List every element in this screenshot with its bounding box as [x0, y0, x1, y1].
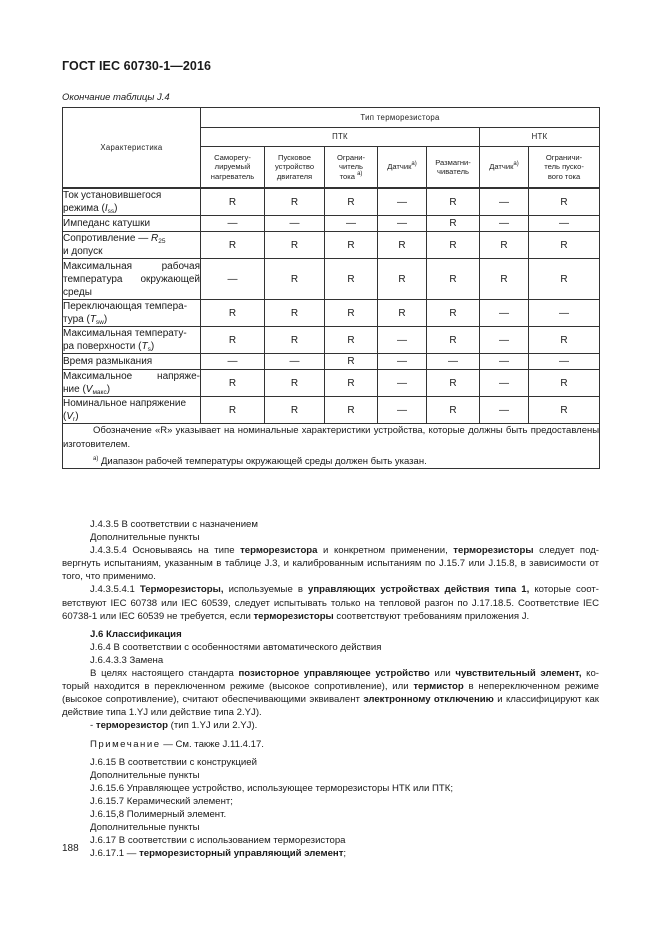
table-row	[63, 354, 600, 370]
table-cell: —	[480, 300, 529, 327]
table-cell: R	[480, 232, 529, 259]
clause-j-6-4-3-3: J.6.4.3.3 Замена	[90, 654, 164, 666]
table-cell: R	[201, 327, 265, 354]
table-cell: R	[325, 188, 378, 216]
table-cell: —	[378, 370, 427, 397]
table-cell: R	[325, 327, 378, 354]
document-header: ГОСТ IEC 60730-1—2016	[62, 59, 212, 73]
additional-items-label: Дополнительные пункты	[90, 769, 200, 781]
thermistor-table	[62, 107, 600, 469]
clause-j-6-15-8: J.6.15,8 Полимерный элемент.	[90, 808, 227, 820]
table-row	[63, 216, 600, 232]
table-row	[63, 232, 600, 259]
table-cell: R	[529, 327, 600, 354]
table-cell: —	[378, 216, 427, 232]
note: Примечание — См. также J.11.4.17.	[90, 738, 264, 750]
table-cell: R	[265, 370, 325, 397]
table-cell: —	[378, 188, 427, 216]
table-cell: R	[265, 232, 325, 259]
table-cell: R	[378, 259, 427, 300]
table-cell: R	[201, 188, 265, 216]
table-cell: R	[201, 370, 265, 397]
table-cell: —	[427, 354, 480, 370]
column-header-self-regulating-heater: Саморегу- лируемый нагреватель	[201, 147, 265, 189]
table-row	[63, 370, 600, 397]
row-label: Переключающая темпера- тура $(T_{sw})$	[63, 300, 201, 327]
additional-items-label: Дополнительные пункты	[90, 532, 200, 544]
clause-j-6-15: J.6.15 В соответствии с конструкцией	[90, 756, 257, 768]
table-cell: R	[325, 397, 378, 424]
table-cell: R	[378, 232, 427, 259]
column-header-thermistor-type: Тип терморезистора	[201, 108, 600, 128]
clause-j-4-3-5-4: J.4.3.5.4 Основываясь на типе терморезистора и конкретном применении, терморезисторы следует подвергнуть испытаниям, указанным в таблице J.3, и калиброванным испытаниям по J.15.7 или J.15.8, в зависимости от того, что применимо.	[62, 545, 599, 583]
column-header-motor-starter: Пусковое устройство двигателя	[265, 147, 325, 189]
table-cell: R	[427, 370, 480, 397]
column-header-ptk: ПТК	[201, 128, 480, 147]
clause-j-4-3-5-4-1: J.4.3.5.4.1 Терморезисторы, используемые в управляющих устройствах действия типа 1, которые соответствуют IEC 60738 или IEC 60539, следует испытывать только на тепловой разгон по J.17.18.5. Соответствие IEC 60738-1 или IEC 60539 не требуется, если терморезисторы соответствуют требованиям приложения J.	[62, 584, 599, 622]
table-cell: R	[427, 327, 480, 354]
column-header-current-limiter: Ограни- читель тока $^{a)}$	[325, 147, 378, 189]
table-cell: R	[201, 300, 265, 327]
table-cell: —	[480, 354, 529, 370]
table-row	[63, 397, 600, 424]
table-cell: —	[529, 216, 600, 232]
table-cell: R	[427, 300, 480, 327]
clause-j-6-15-7: J.6.15.7 Керамический элемент;	[90, 795, 233, 807]
table-cell: R	[529, 397, 600, 424]
table-cell: R	[325, 232, 378, 259]
column-header-characteristic: Характеристика	[63, 108, 201, 189]
page-number: 188	[62, 843, 79, 854]
table-cell: R	[265, 327, 325, 354]
table-cell: —	[378, 354, 427, 370]
table-cell: R	[427, 188, 480, 216]
table-cell: —	[480, 216, 529, 232]
additional-items-label: Дополнительные пункты	[90, 822, 200, 834]
table-cell: —	[378, 327, 427, 354]
table-cell: —	[480, 397, 529, 424]
row-label: Максимальная температу- ра поверхности $(T_s)$	[63, 327, 201, 354]
clause-j-6-15-6: J.6.15.6 Управляющее устройство, использующее терморезисторы НТК или ПТК;	[90, 782, 454, 794]
table-cell: R	[265, 397, 325, 424]
table-row	[63, 188, 600, 216]
table-cell: —	[265, 216, 325, 232]
row-label: Импеданс катушки	[63, 216, 201, 232]
row-label: Сопротивление — $R_{25}$ и допуск	[63, 232, 201, 259]
table-cell: R	[325, 300, 378, 327]
row-label: Максимальная рабочая температура окружающей среды	[63, 260, 200, 298]
section-heading-j-6: J.6 Классификация	[90, 628, 182, 640]
list-item-thermistor: - терморезистор (тип 1.YJ или 2.YJ).	[90, 720, 258, 732]
clause-j-6-4: J.6.4 В соответствии с особенностями автоматического действия	[90, 641, 382, 653]
table-cell: R	[265, 188, 325, 216]
clause-j-6-17: J.6.17 В соответствии с использованием терморезистора	[90, 835, 346, 847]
table-cell: —	[265, 354, 325, 370]
table-cell: —	[480, 370, 529, 397]
table-cell: R	[265, 300, 325, 327]
table-cell: R	[427, 232, 480, 259]
clause-j-6-4-3-3-text: В целях настоящего стандарта позисторное управляющее устройство или чувствительный элемент, который находится в переключенном режиме (высокое сопротивление), или термистор в непереключенном режиме (высокое сопротивление), считают обеспечивающими эквивалент электронному отключению и классифицируют как действие типа 1.YJ или действие типа 2.YJ).	[62, 668, 599, 719]
table-cell: R	[529, 370, 600, 397]
table-notes-row	[63, 424, 600, 469]
clause-j-4-3-5: J.4.3.5 В соответствии с назначением	[90, 519, 258, 530]
table-cell: R	[529, 188, 600, 216]
column-header-degausser: Размагни- чиватель	[427, 147, 480, 189]
table-cell: R	[480, 259, 529, 300]
table-cell: R	[201, 232, 265, 259]
table-row	[63, 327, 600, 354]
column-header-ntk: НТК	[480, 128, 600, 147]
table-cell: R	[427, 259, 480, 300]
table-footnote-a: $^{a)}$ Диапазон рабочей температуры окружающей среды должен быть указан.	[93, 455, 427, 467]
table-cell: R	[325, 354, 378, 370]
table-cell: R	[529, 232, 600, 259]
table-cell: —	[201, 216, 265, 232]
table-cell: —	[378, 397, 427, 424]
row-label: Ток установившегося режима $(I_{ss})$	[63, 188, 201, 216]
table-cell: —	[201, 259, 265, 300]
column-header-inrush-limiter: Ограничи- тель пуско- вого тока	[529, 147, 600, 189]
column-header-ptk-sensor: Датчик$^{a)}$	[378, 147, 427, 189]
table-cell: —	[325, 216, 378, 232]
table-cell: R	[325, 259, 378, 300]
table-cell: R	[265, 259, 325, 300]
table-row	[63, 259, 600, 300]
table-caption: Окончание таблицы J.4	[62, 92, 170, 103]
table-cell: R	[529, 259, 600, 300]
table-cell: R	[378, 300, 427, 327]
row-label: Номинальное напряжение $(V_r)$	[63, 397, 201, 424]
table-notes	[63, 424, 600, 469]
table-cell: R	[201, 397, 265, 424]
table-cell: —	[201, 354, 265, 370]
table-cell: R	[427, 397, 480, 424]
row-label: Время размыкания	[63, 354, 201, 370]
table-row	[63, 300, 600, 327]
table-cell: —	[529, 354, 600, 370]
clause-j-6-17-1: J.6.17.1 — терморезисторный управляющий элемент;	[90, 848, 347, 860]
table-note-main: Обозначение «R» указывает на номинальные характеристики устройства, которые должны быть предоставлены изготовителем.	[63, 425, 600, 450]
row-label: Максимальное напряже- ние $(V_{макс})$	[63, 371, 200, 396]
table-cell: —	[480, 188, 529, 216]
table-cell: —	[480, 327, 529, 354]
table-cell: R	[325, 370, 378, 397]
body-text	[62, 518, 599, 860]
table-cell: R	[427, 216, 480, 232]
table-cell: —	[529, 300, 600, 327]
column-header-ntk-sensor: Датчик$^{a)}$	[480, 147, 529, 189]
